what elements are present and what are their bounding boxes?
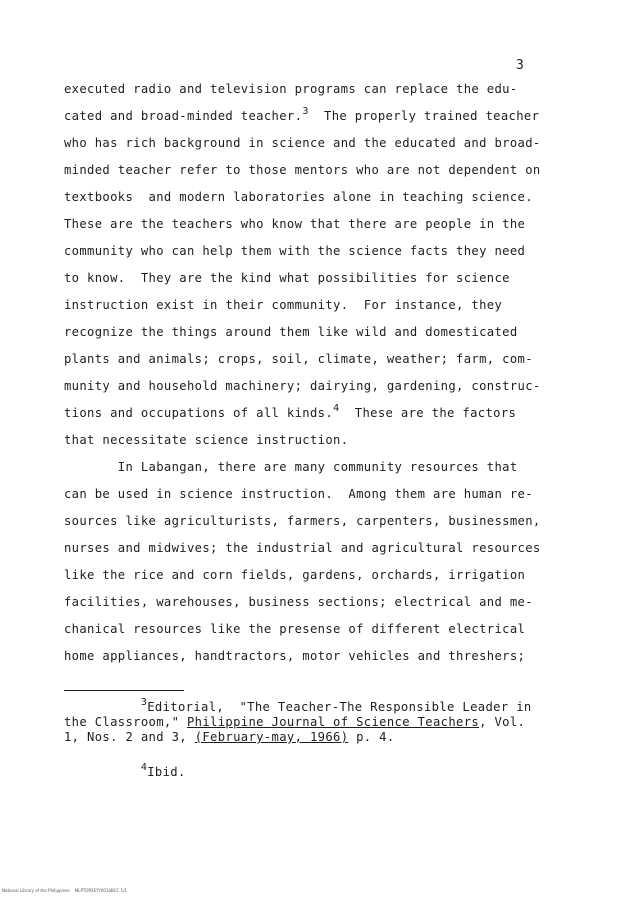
body-line bbox=[64, 130, 541, 157]
body-line-text: like the rice and corn fields, gardens, orchards, irrigation bbox=[64, 568, 526, 582]
footnote-divider bbox=[64, 690, 184, 691]
body-line-text: These are the teachers who know that there are people in the bbox=[64, 217, 526, 231]
body-line bbox=[64, 481, 541, 508]
footnote-3-line-3-post: p. 4. bbox=[348, 730, 395, 744]
footnote-3-line-1 bbox=[64, 697, 532, 715]
body-line bbox=[64, 319, 541, 346]
body-line bbox=[64, 346, 541, 373]
body-line bbox=[64, 643, 541, 670]
body-line-text: community who can help them with the science facts they need bbox=[64, 244, 526, 258]
body-line-text: sources like agriculturists, farmers, carpenters, businessmen, bbox=[64, 514, 541, 528]
footnote-3-date: (February-may, 1966) bbox=[194, 730, 349, 744]
body-line-text: who has rich background in science and the educated and broad- bbox=[64, 136, 541, 150]
body-line bbox=[64, 211, 541, 238]
body-line bbox=[64, 427, 541, 454]
body-line-text: munity and household machinery; dairying, gardening, construc- bbox=[64, 379, 541, 393]
body-line-text: recognize the things around them like wild and domesticated bbox=[64, 325, 518, 339]
footnote-3-line-2-pre: the Classroom," bbox=[64, 715, 187, 729]
body-line-text: tions and occupations of all kinds. bbox=[64, 406, 334, 420]
footnote-3-line-2 bbox=[64, 715, 532, 730]
footnotes bbox=[64, 697, 532, 780]
body-line-text: instruction exist in their community. For instance, they bbox=[64, 298, 503, 312]
journal-title: Philippine Journal of Science Teachers bbox=[187, 715, 480, 729]
body-line bbox=[64, 292, 541, 319]
body-line bbox=[64, 373, 541, 400]
footnote-reference: 4 bbox=[333, 403, 340, 414]
footnote-4-text: Ibid. bbox=[147, 765, 186, 779]
body-line-text: minded teacher refer to those mentors who are not dependent on bbox=[64, 163, 541, 177]
body-line-text: executed radio and television programs can replace the edu- bbox=[64, 82, 518, 96]
body-line-text-continued: These are the factors bbox=[339, 406, 517, 420]
body-line-text: that necessitate science instruction. bbox=[64, 433, 349, 447]
body-line bbox=[64, 616, 541, 643]
body-line bbox=[64, 157, 541, 184]
body-line-text: facilities, warehouses, business sections; electrical and me- bbox=[64, 595, 533, 609]
body-line bbox=[64, 562, 541, 589]
footer-archive-mark: National Library of the Philippines MLPTOP2EYY0010BCC 1/1 bbox=[2, 888, 127, 893]
body-line-text: In Labangan, there are many community resources that bbox=[64, 460, 518, 474]
body-line bbox=[64, 400, 541, 427]
body-line bbox=[64, 265, 541, 292]
footnote-reference: 3 bbox=[302, 106, 309, 117]
body-line bbox=[64, 535, 541, 562]
page-number: 3 bbox=[516, 58, 524, 73]
body-line-text: can be used in science instruction. Among them are human re- bbox=[64, 487, 533, 501]
body-line-text: nurses and midwives; the industrial and agricultural resources bbox=[64, 541, 541, 555]
footnote-3-line-2-post: , Vol. bbox=[479, 715, 526, 729]
body-text bbox=[64, 76, 541, 670]
body-line-text: to know. They are the kind what possibilities for science bbox=[64, 271, 510, 285]
footnote-3-line-3 bbox=[64, 730, 532, 745]
footnote-gap bbox=[64, 745, 532, 765]
footnote-4-marker: 4 bbox=[140, 762, 148, 773]
footnote-3-text: Editorial, "The Teacher-The Responsible Leader in bbox=[147, 700, 532, 714]
body-line bbox=[64, 103, 541, 130]
footnote-3-line-3-pre: 1, Nos. 2 and 3, bbox=[64, 730, 195, 744]
body-line bbox=[64, 76, 541, 103]
body-line bbox=[64, 508, 541, 535]
footnote-4 bbox=[64, 762, 532, 780]
body-line-text: textbooks and modern laboratories alone in teaching science. bbox=[64, 190, 533, 204]
body-line-text-continued: The properly trained teacher bbox=[308, 109, 540, 123]
body-line-text: plants and animals; crops, soil, climate, weather; farm, com- bbox=[64, 352, 533, 366]
body-line bbox=[64, 589, 541, 616]
body-line bbox=[64, 454, 541, 481]
body-line bbox=[64, 184, 541, 211]
body-line bbox=[64, 238, 541, 265]
body-line-text: cated and broad-minded teacher. bbox=[64, 109, 303, 123]
body-line-text: chanical resources like the presense of different electrical bbox=[64, 622, 526, 636]
footnote-3-marker: 3 bbox=[140, 697, 148, 708]
body-line-text: home appliances, handtractors, motor vehicles and threshers; bbox=[64, 649, 526, 663]
